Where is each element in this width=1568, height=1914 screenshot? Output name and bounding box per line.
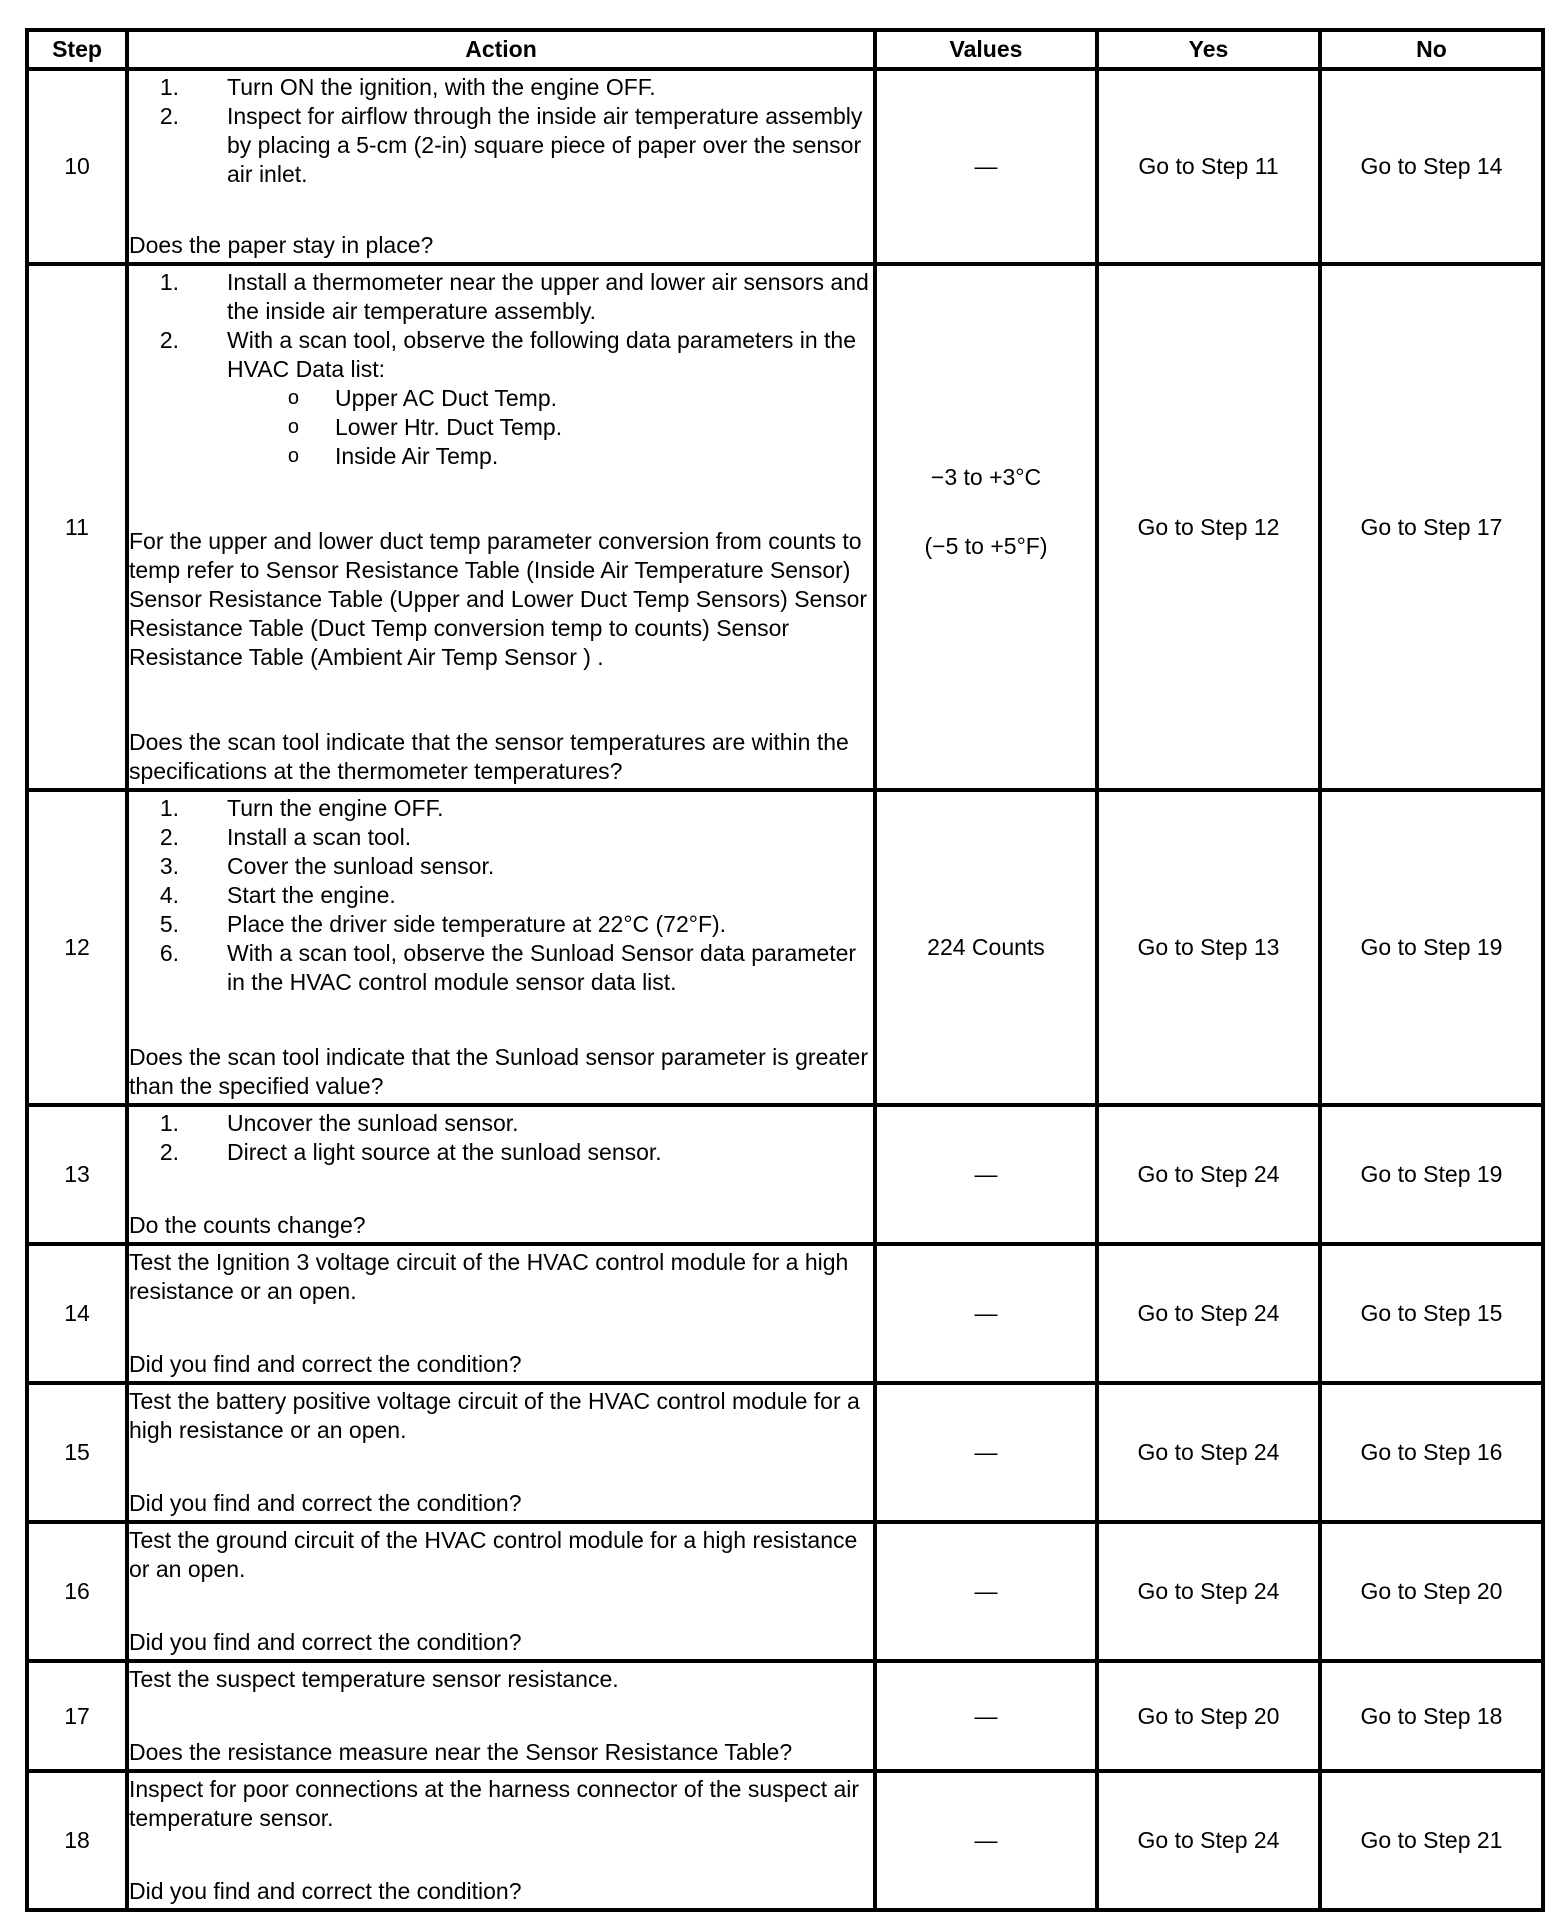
step-number: 14 [27, 1244, 127, 1383]
value-celsius: −3 to +3°C [930, 464, 1042, 490]
step-number: 10 [27, 69, 127, 264]
list-item: o Inside Air Temp. [287, 443, 499, 469]
action-cell [127, 1771, 875, 1910]
no-cell: Go to Step 14 [1320, 69, 1543, 264]
action-question: Do the counts change? [129, 1212, 366, 1238]
value-cell: — [875, 1522, 1097, 1661]
header-step: Step [27, 30, 127, 69]
header-values: Values [875, 30, 1097, 69]
no-cell: Go to Step 21 [1320, 1771, 1543, 1910]
action-question: Did you find and correct the condition? [129, 1351, 522, 1377]
yes-cell: Go to Step 24 [1097, 1522, 1320, 1661]
value-fahrenheit: (−5 to +5°F) [924, 533, 1048, 559]
table-row [27, 264, 1543, 790]
list-item: 1. Uncover the sunload sensor. [159, 1110, 519, 1136]
action-cell [127, 1661, 875, 1771]
table-row [27, 1244, 1543, 1383]
step-number: 11 [27, 264, 127, 790]
no-cell: Go to Step 19 [1320, 1105, 1543, 1244]
diagnostic-table [25, 28, 1545, 1912]
list-item: 2. Install a scan tool. [159, 824, 412, 850]
step-number: 12 [27, 790, 127, 1105]
action-steps [129, 73, 873, 189]
list-item: o Upper AC Duct Temp. [287, 385, 558, 411]
action-cell [127, 1105, 875, 1244]
list-item: 3. Cover the sunload sensor. [159, 853, 495, 879]
list-item: 2. Inspect for airflow through the inside air temperature assembly by placing a 5-cm (2-in) square piece of paper over the sensor air inlet. [159, 103, 863, 187]
no-cell: Go to Step 17 [1320, 264, 1543, 790]
action-question: Does the scan tool indicate that the Sunload sensor parameter is greater than the specified value? [129, 1044, 868, 1099]
list-item: 6. With a scan tool, observe the Sunload Sensor data parameter in the HVAC control module sensor data list. [159, 940, 857, 995]
list-item: 1. Turn the engine OFF. [159, 795, 444, 821]
step-number: 13 [27, 1105, 127, 1244]
header-action: Action [127, 30, 875, 69]
value-cell [875, 264, 1097, 790]
action-cell [127, 69, 875, 264]
step-number: 16 [27, 1522, 127, 1661]
no-cell: Go to Step 19 [1320, 790, 1543, 1105]
action-text: Inspect for poor connections at the harness connector of the suspect air temperature sensor. [129, 1776, 860, 1831]
header-no: No [1320, 30, 1543, 69]
action-question: Does the scan tool indicate that the sensor temperatures are within the specifications at the thermometer temperatures? [129, 729, 849, 784]
yes-cell: Go to Step 11 [1097, 69, 1320, 264]
table-row [27, 1383, 1543, 1522]
header-yes: Yes [1097, 30, 1320, 69]
action-text: Test the suspect temperature sensor resistance. [129, 1666, 619, 1692]
action-text: Test the battery positive voltage circuit of the HVAC control module for a high resistance or an open. [129, 1388, 860, 1443]
yes-cell: Go to Step 24 [1097, 1244, 1320, 1383]
action-question: Did you find and correct the condition? [129, 1490, 522, 1516]
no-cell: Go to Step 16 [1320, 1383, 1543, 1522]
list-item: 5. Place the driver side temperature at 22°C (72°F). [159, 911, 727, 937]
action-cell [127, 264, 875, 790]
action-steps [129, 268, 873, 384]
table-row [27, 1661, 1543, 1771]
action-question: Did you find and correct the condition? [129, 1629, 522, 1655]
yes-cell: Go to Step 24 [1097, 1105, 1320, 1244]
no-cell: Go to Step 18 [1320, 1661, 1543, 1771]
yes-cell: Go to Step 12 [1097, 264, 1320, 790]
yes-cell: Go to Step 24 [1097, 1383, 1320, 1522]
header-row [27, 30, 1543, 69]
value-cell: — [875, 1771, 1097, 1910]
list-item: 4. Start the engine. [159, 882, 396, 908]
value-cell: — [875, 1661, 1097, 1771]
action-question: Does the paper stay in place? [129, 232, 434, 258]
step-number: 18 [27, 1771, 127, 1910]
value-cell: — [875, 1105, 1097, 1244]
action-cell [127, 1244, 875, 1383]
table-row [27, 1771, 1543, 1910]
action-text: Test the Ignition 3 voltage circuit of the HVAC control module for a high resistance or an open. [129, 1249, 849, 1304]
table-row [27, 1105, 1543, 1244]
action-question: Did you find and correct the condition? [129, 1878, 522, 1904]
step-number: 17 [27, 1661, 127, 1771]
action-question: Does the resistance measure near the Sensor Resistance Table? [129, 1739, 793, 1765]
no-cell: Go to Step 15 [1320, 1244, 1543, 1383]
table-row [27, 790, 1543, 1105]
step-number: 15 [27, 1383, 127, 1522]
action-cell [127, 1522, 875, 1661]
value-cell: — [875, 1383, 1097, 1522]
yes-cell: Go to Step 24 [1097, 1771, 1320, 1910]
value-cell: — [875, 69, 1097, 264]
value-cell: — [875, 1244, 1097, 1383]
list-item: 2. With a scan tool, observe the following data parameters in the HVAC Data list: [159, 327, 857, 382]
value-cell: 224 Counts [875, 790, 1097, 1105]
yes-cell: Go to Step 13 [1097, 790, 1320, 1105]
action-steps [129, 794, 873, 997]
list-item: 1. Turn ON the ignition, with the engine OFF. [159, 74, 656, 100]
action-note: For the upper and lower duct temp parameter conversion from counts to temp refer to Sensor Resistance Table (Inside Air Temperature Sensor) Sensor Resistance Table (Upper and Lower Duct Temp Sensors) Sensor Resistance Table (Duct Temp conversion temp to counts) Sensor Resistance Table (Ambient Air Temp Sensor ) . [129, 528, 868, 670]
table-row [27, 1522, 1543, 1661]
list-item: 2. Direct a light source at the sunload sensor. [159, 1139, 662, 1165]
table-row [27, 69, 1543, 264]
no-cell: Go to Step 20 [1320, 1522, 1543, 1661]
action-steps [129, 1109, 873, 1167]
action-text: Test the ground circuit of the HVAC control module for a high resistance or an open. [129, 1527, 858, 1582]
data-parameter-list [129, 384, 873, 471]
list-item: 1. Install a thermometer near the upper and lower air sensors and the inside air temperature assembly. [159, 269, 869, 324]
action-cell [127, 790, 875, 1105]
yes-cell: Go to Step 20 [1097, 1661, 1320, 1771]
list-item: o Lower Htr. Duct Temp. [287, 414, 563, 440]
action-cell [127, 1383, 875, 1522]
